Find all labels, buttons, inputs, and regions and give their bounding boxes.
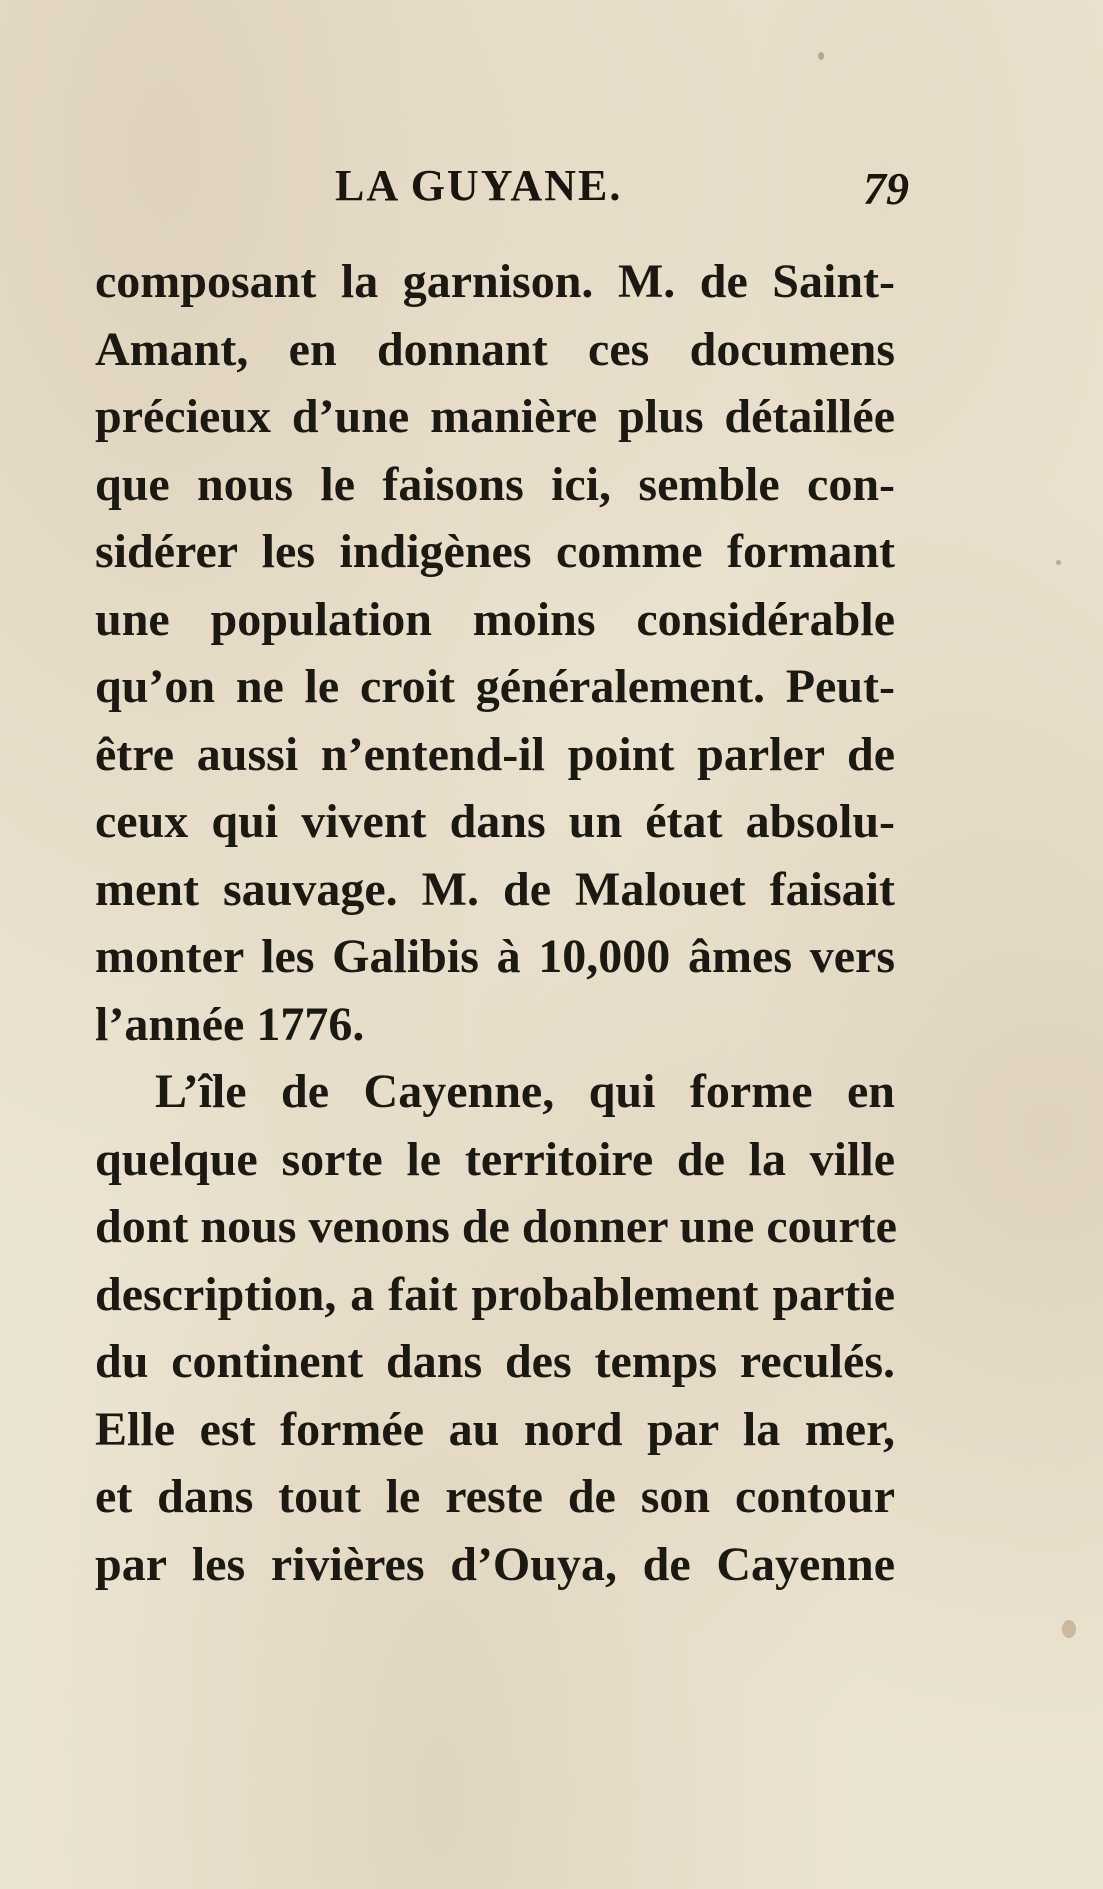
text-line: ment sauvage. M. de Malouet faisait — [95, 862, 895, 916]
text-line: Elle est formée au nord par la mer, — [95, 1402, 895, 1456]
text-line: et dans tout le reste de son contour — [95, 1470, 895, 1523]
text-line: une population moins considérable — [95, 592, 895, 646]
text-line: Amant, en donnant ces documens — [95, 322, 895, 376]
foxing-spot — [1056, 560, 1061, 565]
paragraph-1 — [95, 248, 895, 1058]
text-line: précieux d’une manière plus détaillée — [95, 390, 895, 443]
text-line: être aussi n’entend-il point parler de — [95, 727, 895, 781]
text-line: dont nous venons de donner une courte — [95, 1200, 897, 1253]
text-line: que nous le faisons ici, semble con- — [95, 457, 895, 511]
running-head — [95, 160, 925, 220]
text-line: monter les Galibis à 10,000 âmes vers — [95, 930, 895, 983]
running-title: LA GUYANE. — [335, 161, 623, 210]
text-line: description, a fait probablement partie — [95, 1267, 895, 1321]
text-line: ceux qui vivent dans un état absolu- — [95, 795, 895, 848]
paragraph-2 — [95, 1058, 895, 1598]
text-line: composant la garnison. M. de Saint- — [95, 255, 895, 308]
text-line: qu’on ne le croit généralement. Peut- — [95, 660, 895, 713]
page-number: 79 — [863, 163, 909, 214]
text-line: par les rivières d’Ouya, de Cayenne — [95, 1537, 895, 1591]
foxing-spot — [818, 52, 824, 60]
text-line: L’île de Cayenne, qui forme en — [155, 1065, 895, 1118]
text-line: sidérer les indigènes comme formant — [95, 525, 895, 578]
text-line: l’année 1776. — [95, 997, 365, 1051]
text-line: quelque sorte le territoire de la ville — [95, 1132, 895, 1186]
foxing-spot — [1062, 1620, 1076, 1638]
body-text — [95, 248, 895, 1598]
text-line: du continent dans des temps reculés. — [95, 1335, 895, 1388]
